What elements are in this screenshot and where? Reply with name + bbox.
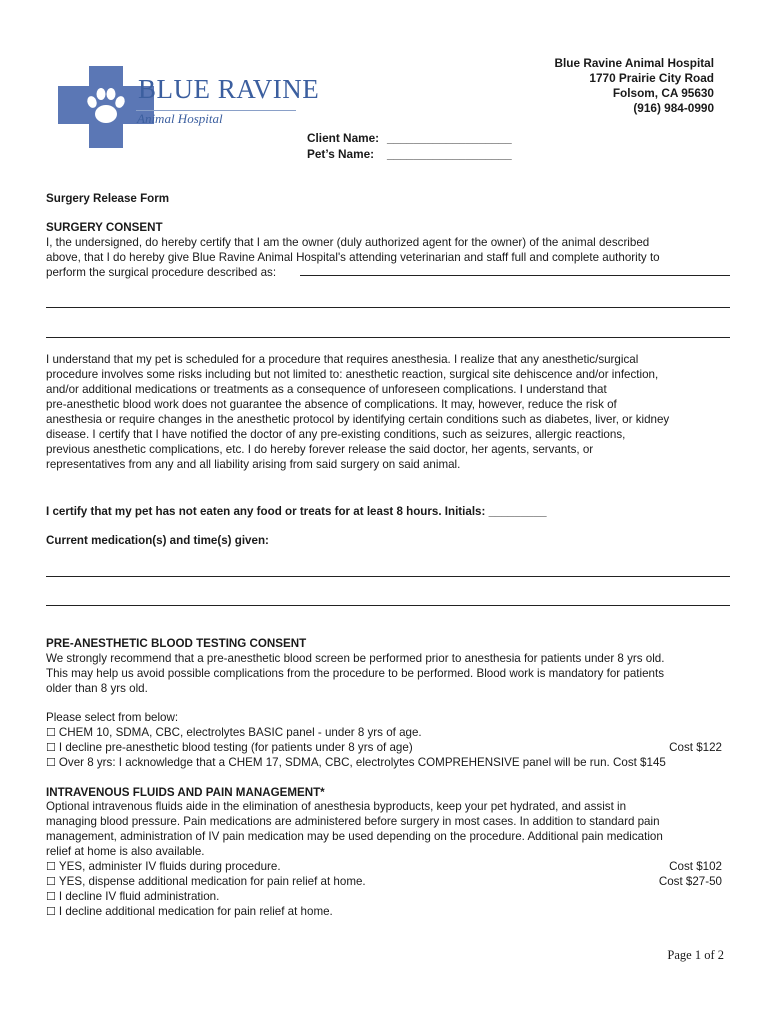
fluids-option-cost: Cost $102 (669, 860, 722, 873)
anesthesia-line: and/or additional medications or treatments as a consequence of unforeseen complications. I understand that (46, 383, 607, 396)
blood-testing-line: older than 8 yrs old. (46, 682, 148, 695)
blood-testing-heading: PRE-ANESTHETIC BLOOD TESTING CONSENT (46, 637, 307, 650)
blood-test-option-label: Over 8 yrs: I acknowledge that a CHEM 17, SDMA, CBC, electrolytes COMPREHENSIVE panel will be run. Cost $145 (58, 756, 666, 769)
fluids-line: management, administration of IV pain medication may be used depending on the procedure. Additional pain medication (46, 830, 663, 843)
hospital-address (554, 56, 714, 116)
checkbox-icon[interactable]: ☐ (46, 860, 56, 873)
logo-brand: BLUE RAVINE (138, 74, 320, 104)
hospital-street: 1770 Prairie City Road (589, 71, 714, 85)
fasting-certification: I certify that my pet has not eaten any food or treats for at least 8 hours. Initials: _________ (46, 505, 547, 518)
page-number: Page 1 of 2 (667, 948, 724, 962)
fluids-option-label: I decline IV fluid administration. (58, 890, 220, 903)
anesthesia-line: representatives from any and all liability arising from said surgery on said animal. (46, 458, 461, 471)
checkbox-icon[interactable]: ☐ (46, 756, 56, 769)
checkbox-icon[interactable]: ☐ (46, 905, 56, 918)
procedure-field-line-2[interactable] (46, 307, 730, 308)
fluids-line: relief at home is also available. (46, 845, 205, 858)
fluids-option-label: YES, dispense additional medication for pain relief at home. (58, 875, 366, 888)
anesthesia-line: disease. I certify that I have notified the doctor of any pre-existing conditions, such as seizures, allergic reactions, (46, 428, 626, 441)
anesthesia-line: pre-anesthetic blood work does not guarantee the absence of complications. It may, however, reduce the risk of (46, 398, 617, 411)
hospital-phone: (916) 984-0990 (633, 101, 714, 115)
procedure-field-line-3[interactable] (46, 337, 730, 338)
paw-icon (78, 80, 134, 130)
fluids-option-label: I decline additional medication for pain relief at home. (58, 905, 333, 918)
blood-testing-text (46, 651, 664, 696)
fluids-option-label: YES, administer IV fluids during procedure. (58, 860, 281, 873)
fluids-text (46, 799, 663, 859)
surgery-consent-text (46, 235, 660, 280)
client-name-label: Client Name: (307, 131, 380, 145)
fluids-option (46, 859, 722, 874)
consent-line: I, the undersigned, do hereby certify that I am the owner (duly authorized agent for the owner) of the animal described (46, 236, 650, 249)
blood-test-option-cost: Cost $122 (669, 741, 722, 754)
medications-label: Current medication(s) and time(s) given: (46, 534, 269, 547)
hospital-name: Blue Ravine Animal Hospital (554, 56, 714, 70)
blood-test-option (46, 755, 722, 770)
anesthesia-line: previous anesthetic complications, etc. I do hereby forever release the said doctor, her agents, servants, or (46, 443, 594, 456)
checkbox-icon[interactable]: ☐ (46, 726, 56, 739)
logo-subtitle: Animal Hospital (137, 111, 223, 126)
blood-test-option-label: CHEM 10, SDMA, CBC, electrolytes BASIC panel - under 8 yrs of age. (58, 726, 422, 739)
client-info (307, 131, 512, 162)
anesthesia-line: I understand that my pet is scheduled for a procedure that requires anesthesia. I realize that any anesthetic/surgical (46, 353, 639, 366)
form-title: Surgery Release Form (46, 192, 170, 205)
blood-test-option (46, 740, 722, 755)
surgery-consent-heading: SURGERY CONSENT (46, 221, 163, 234)
consent-line: perform the surgical procedure described as: (46, 266, 277, 279)
blood-test-option (46, 725, 722, 740)
fluids-option (46, 874, 722, 889)
blood-testing-line: We strongly recommend that a pre-anesthetic blood screen be performed prior to anesthesia for patients under 8 yrs old. (46, 652, 665, 665)
anesthesia-line: procedure involves some risks including but not limited to: anesthetic reaction, surgical site dehiscence and/or infection, (46, 368, 659, 381)
blood-testing-options (46, 725, 722, 770)
checkbox-icon[interactable]: ☐ (46, 875, 56, 888)
hospital-logo (58, 66, 320, 150)
client-name-field[interactable]: ___________________ (387, 131, 512, 145)
consent-line: above, that I do hereby give Blue Ravine Animal Hospital's attending veterinarian and staff full and complete authority to (46, 251, 660, 264)
procedure-field-line-1[interactable] (300, 275, 730, 276)
fluids-line: Optional intravenous fluids aide in the elimination of anesthesia byproducts, keep your pet hydrated, and assist in (46, 800, 627, 813)
hospital-city: Folsom, CA 95630 (612, 86, 714, 100)
checkbox-icon[interactable]: ☐ (46, 741, 56, 754)
anesthesia-line: anesthesia or require changes in the anesthetic protocol by identifying certain conditions such as diabetes, liver, or kidney (46, 413, 670, 426)
pet-name-field[interactable]: ___________________ (387, 146, 512, 161)
select-label: Please select from below: (46, 711, 179, 724)
fluids-option (46, 904, 722, 919)
fluids-line: managing blood pressure. Pain medications are administered before surgery in most cases. In addition to standard pain (46, 815, 660, 828)
pet-name-label: Pet’s Name: (307, 146, 375, 161)
blood-test-option-label: I decline pre-anesthetic blood testing (for patients under 8 yrs of age) (58, 741, 413, 754)
medications-field-line-2[interactable] (46, 605, 730, 606)
blood-testing-line: This may help us avoid possible complications from the procedure to be performed. Blood work is mandatory for patients (46, 667, 664, 680)
checkbox-icon[interactable]: ☐ (46, 890, 56, 903)
fluids-option-cost: Cost $27-50 (658, 875, 722, 888)
fluids-option (46, 889, 722, 904)
medications-field-line-1[interactable] (46, 576, 730, 577)
fluids-options (46, 859, 722, 919)
fluids-heading: INTRAVENOUS FLUIDS AND PAIN MANAGEMENT* (46, 786, 325, 799)
anesthesia-paragraph (46, 352, 669, 472)
